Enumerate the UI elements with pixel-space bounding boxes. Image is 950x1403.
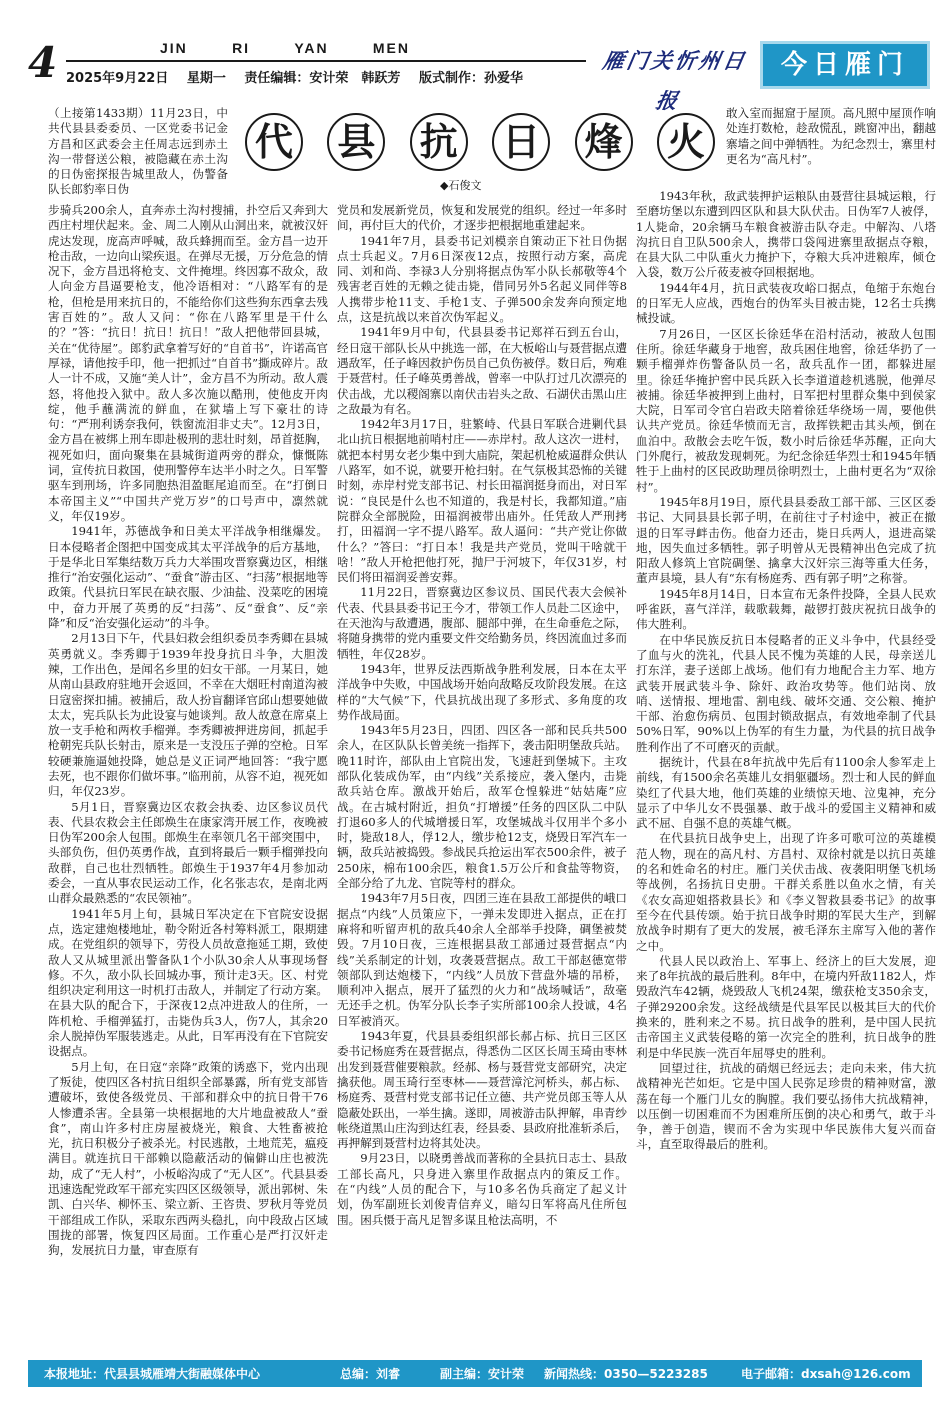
title-char: 火 [657,113,715,171]
paragraph: 11月22日，晋察冀边区参议员、国民代表大会候补代表、代县县委书记王今才，带领工作人员赴二区途中，在天池沟与敌遭遇，腹部、腿部中弹，在生命垂危之际，将随身携带的党内重要文件交给勤务员，终因流血过多而牺牲，年仅28岁。 [337,585,627,661]
header-meta [66,67,537,86]
paragraph: 敢入室而掘窟于屋顶。高凡照中屋顶作响处连打数枪，趁敌慌乱，跳窗冲出，翻越寨墙之间中弹牺牲。为纪念烈士，寨里村更名为“高凡村”。 [726,106,936,166]
title-char: 日 [492,113,550,171]
paragraph: 1941年，苏德战争和日美太平洋战争相继爆发。日本侵略者企图把中国变成其太平洋战争的后方基地，于是华北日军集结数万兵力大举围攻晋察冀边区，相继推行“治安强化运动”、“蚕食”游击区、“扫荡”根据地等政策。代县抗日军民在缺衣服、少油盐、没菜吃的困境中，奋力开展了英勇的反“扫荡”、反“蚕食”、反“亲降”和反“治安强化运动”的斗争。 [48,524,328,631]
footer-deputy-editor: 副主编：安计荣 [440,1367,525,1381]
section-title: 今日雁门 [760,41,930,89]
paragraph: 1944年4月，抗日武装夜攻峪口据点，龟缩于东炮台的日军无人应战，西炮台的伪军头目被击毙，12名士兵携械投诚。 [636,280,936,326]
pinyin-syllable: RI [232,40,251,56]
pinyin-title [160,40,410,56]
footer-hotline: 新闻热线：0350—5223285 [544,1367,708,1381]
paragraph: 1943年7月5日夜，四团三连在县敌工部提供的峨口据点“内线”人员策应下，一弹未发即进入据点，正在打麻将和听留声机的敌兵40余人全部举手投降，碉堡被焚毁。7月10日夜，三连根据县敌工部通过聂营据点“内线”关系制定的计划，攻袭聂营据点。敌工干部赵德宽带领部队到达炮楼下，“内线”人员放下营盘外墙的吊桥，顺利冲入据点，展开了猛烈的火力和“战场喊话”，敌毫无还手之机。伪军分队长李子实所部100余人投诚，4名日军被消灭。 [337,891,627,1028]
paragraph: 步骑兵200余人，直奔赤土沟村搜捕，扑空后又奔到大西庄村埋伏起来。金、周二人刚从山洞出来，就被汉奸虎达发现，庞高声呼喊，敌兵蜂拥而至。金方昌一边开枪击敌，一边向山梁疾退。在弹尽无援，万分危急的情况下，金方昌迅将枪支、文件掩埋。终因寡不敌众，敌人向金方昌逼要枪支，他冷语相对：“八路军有的是枪，但枪是用来抗日的，不能给你们这些狗东西拿去残害百姓的”。敌人又问：“你在八路军里是干什么的？”答：“抗日！抗日！抗日！”敌人把他带回县城，关在“优待屋”。郎豹武拿着写好的“自首书”，许诺高官厚禄，请他按手印，他一把抓过“自首书”撕成碎片。敌人一计不成，又施“美人计”，金方昌不为所动。敌人震怒，将他投入狱中。敌人多次施以酷刑，使他皮开肉绽，他手蘸满流的鲜血，在狱墙上写下豪壮的诗句：“严刑利诱奈我何，铁窗流泪非丈夫”。12月3日，金方昌在被绑上刑车即赴极刑的悲壮时刻，昂首挺胸，视死如归，面向聚集在县城街道两旁的群众，慷慨陈词，宣传抗日救国，使刑警停车达半小时之久。日军警驱车到刑场，许多同胞热泪盈眶尾追而至。在“打倒日本帝国主义”“中国共产党万岁”的口号声中，凛然就义，年仅19岁。 [48,203,328,523]
paragraph: 1941年5月上旬，县城日军决定在下官院安设据点，选定建炮楼地址，勒令附近各村筹料派工，限期建成。在党组织的领导下，劳役人员故意拖延工期，致使敌人又从城里派出警备队1个小队30余人从事现场督修。不久，敌小队长回城办事，预计走3天。区、村党组织决定利用这一时机打击敌人，并制定了行动方案。在县大队的配合下，于深夜12点冲进敌人的住所，一阵机枪、手榴弹猛打，击毙伪兵3人，伤7人，其余20余人脱掉伪军服装逃走。从此，日军再没有在下官院安设据点。 [48,906,328,1059]
paragraph: 5月上旬，在日寇“亲降”政策的诱惑下，党内出现了叛徒，使四区各村抗日组织全部暴露，所有党支部皆遭破坏，致使各级党员、干部和群众中的抗日骨干76人惨遭杀害。全县第一块根据地的大片地盘被敌人“蚕食”，南山许多村庄房屋被烧光，粮食、大牲畜被抢光，抗日积极分子被杀光。村民逃散，土地荒芜，瘟疫满目。就连抗日干部赖以隐蔽活动的偏僻山庄也被洗劫，成了“无人村”，小板峪沟成了“无人区”。代县县委迅速选配党政军干部充实四区区级领导，派出郭树、朱凯、白兴华、柳怀玉、梁立新、王咨贵、罗秋月等党员干部组成工作队，采取东西两头稳扎，向中段敌占区域围拢的部署，恢复四区局面。工作重心是严打汉奸走狗，发展抗日力量，审查原有 [48,1059,328,1258]
paragraph: 在代县抗日战争史上，出现了许多可歌可泣的英雄模范人物，现在的高凡村、方昌村、双徐村就是以抗日英雄的名和姓命名的村庄。雁门关伏击战、夜袭阳明堡飞机场等战例，名扬抗日史册。干群关系胜以鱼水之情，有关《农女高迎姐搭救县长》和《李义智救县委书记》的故事至今在代县传颂。始于抗日战争时期的军民大生产，到解放战争时期有了更大的发展，被毛泽东主席写入他的著作之中。 [636,831,936,953]
paragraph: 1945年8月19日，原代县县委敌工部干部、三区区委书记、大同县县长郭子明，在前往寸子村途中，被正在撤退的日军寻衅击伤。他奋力还击，毙日兵两人，退进高粱地，因失血过多牺牲。郭子明曾从无畏精神出色完成了抗阳敌人修筑上官院碉堡、擒拿大汉奸宗三海等重大任务，董声县境，县人有“东有杨庭秀、西有郭子明”之称誉。 [636,494,936,586]
page-number: 4 [28,38,58,87]
column-1 [48,203,328,1353]
paragraph: 1943年秋，敌武装押护运粮队由聂营往县城运粮，行至磨坊堡以东遭到四区队和县大队伏击。日伪军7人被俘，1人毙命，20余辆马车粮食被游击队夺走。中解沟、八塔沟抗日自卫队500余人，携带口袋闯进寨里敌据点夺粮，在县大队二中队重火力掩护下，夺粮大兵冲进粮库，倾仓入袋，数万公斤莜麦被夺回根据地。 [636,189,936,280]
paragraph: 1941年9月中旬，代县县委书记郑祥石到五台山，经日寇干部队长从中挑选一部，在大板峪山与聂营据点遭遇敌军，任子峰因救护伤员自己负伤被俘。数日后，殉难于聂营村。任子峰英勇善战，曾率一中队打过几次漂亮的伏击战，尤以稷阁寨以南伏击岩头之敌、石湖伏击黑山庄之敌最为有名。 [337,325,627,416]
author-byline: ◆石俊文 [440,179,482,192]
paper-name-logo: 雁门关忻州日报 [600,48,750,113]
column-3 [636,189,936,1353]
issue-weekday: 星期一 [186,71,226,86]
title-char: 烽 [575,113,633,171]
title-char: 县 [327,113,385,171]
paragraph: 2月13日下午，代县妇救会组织委员李秀卿在县城英勇就义。李秀卿于1939年投身抗日斗争，大胆泼辣，工作出色，是闻名乡里的妇女干部。一月某日，她从南山县政府驻地开会返回，不幸在大烟旺村南道沟被日寇密探扣捕。被捕后，敌人扮盲翻译官邱山想要她做太太，宪兵队长为此设宴与她谈判。敌人故意在席桌上放一支手枪和两枚手榴弹。李秀卿被押进房间，抓起手枪朝宪兵队长射击，原来是一支没压子弹的空枪。日军较硬兼施逼她投降，她总是义正词严地回答：“我宁愿去死，也不跟你们做坏事。”临刑前，从容不迫，视死如归，年仅23岁。 [48,631,328,799]
paragraph: 据统计，代县在8年抗战中先后有1100余人参军走上前线，有1500余名英雄儿女捐躯疆场。烈士和人民的鲜血染红了代县大地，他们英雄的业绩惊天地、泣鬼神，充分显示了中华儿女不畏强暴、敢于战斗的爱国主义精神和威武不屈、自强不息的英雄气概。 [636,754,936,831]
layout-credit: 版式制作：孙爱华 [418,71,523,86]
paragraph: 党员和发展新党员，恢复和发展党的组织。经过一年多时间，再付巨大的代价，才逐步把根据地重建起来。 [337,203,627,233]
paragraph: 1945年8月14日，日本宣布无条件投降，全县人民欢呼雀跃，喜气洋洋，载歌载舞，敲锣打鼓庆祝抗日战争的伟大胜利。 [636,586,936,632]
paragraph: 1943年5月23日，四团、四区各一部和民兵共500余人，在区队队长曾美统一指挥下，袭击阳明堡敌兵站。晚11时许，部队由上官院出发，飞速赶到堡城下。主攻部队化装成伪军，由“内线”关系接应，袭入堡内，击毙敌兵站仓库。激战开始后，敌军仓惶躲进“姑姑庵”应战。在古城村附近，担负“打增援”任务的四区队二中队打退60多人的代城增援日军，攻堡城战斗仅用半个多小时，毙敌18人，俘12人，缴步枪12支，烧毁日军汽车一辆，敌兵站被捣毁。参战民兵抢运出军衣500余件，被子250床，棉布100余匹，粮食1.5万公斤和食盐等物资，全部分给了九龙、官院等村的群众。 [337,723,627,891]
footer-email: 电子邮箱：dxsah@126.com [741,1367,911,1381]
pinyin-syllable: YAN [294,40,329,56]
column-2 [337,203,627,1353]
paragraph: 在中华民族反抗日本侵略者的正义斗争中，代县经受了血与火的洗礼，代县人民不愧为英雄的人民，母亲送儿打东洋，妻子送郎上战场。他们有力地配合主力军、地方武装开展武装斗争、除奸、政治攻势等。他们站岗、放哨、送情报、埋地雷、割电线、破坏交通、交公粮、掩护干部、治愈伤病员、包围封锁敌据点，有效地牵制了代县50%日军，90%以上伪军的有生力量，为代县的抗日战争胜利作出了不可磨灭的贡献。 [636,632,936,754]
paragraph: 代县人民以政治上、军事上、经济上的巨大发展，迎来了8年抗战的最后胜利。8年中，在境内歼敌1182人，炸毁敌汽车42辆，烧毁敌人飞机24架，缴获枪支350余支，子弹29200余发。这经战绩是代县军民以极其巨大的代价换来的，胜利来之不易。抗日战争的胜利，是中国人民抗击帝国主义武装侵略的第一次完全的胜利，抗日战争的胜利是中华民族一洗百年屈辱史的胜利。 [636,953,936,1060]
paragraph: 9月23日，以晓勇善战而著称的全县抗日志士、县敌工部长高凡，只身进入寨里作敌据点内的策反工作。在“内线”人员的配合下，与10多名伪兵商定了起义计划，伪军副班长刘俊青信弃义，暗勾日军将高凡住所包围。困兵慑于高凡足智多谋且枪法高明，不 [337,1151,627,1227]
paragraph: 5月1日，晋察冀边区农救会执委、边区参议员代表、代县农救会主任郎焕生在康家湾开展工作，夜晚被日伪军200余人包围。郎焕生在率领几名干部突围中，头部负伤，但仍英勇作战，直到将最后一颗手榴弹投向敌群，自己也壮烈牺牲。郎焕生于1937年4月参加动委会，一直从事农民运动工作，化名张志农，是南北两山群众最熟悉的“农民领袖”。 [48,799,328,906]
paragraph: 1941年7月，县委书记刘模亲自策动正下社日伪据点士兵起义。7月6日深夜12点，按照行动方案，高虎同、刘和尚、李禄3人分别将据点伪军小队长郝敬等4个残害老百姓的无赖之徒击毙，借同另外5名起义同伴等8人携带步枪11支、手枪1支、子弹500余发奔向预定地点，这是抗战以来首次伪军起义。 [337,233,627,325]
footer-chief-editor: 总编：刘睿 [340,1367,401,1381]
paragraph: 1942年3月17日，驻繁峙、代县日军联合进剿代县北山抗日根据地前哨村庄——赤岸村。敌人这次一进村，就把本村男女老少集中到大庙院，架起机枪威逼群众供认八路军，如不说，就要开枪扫射。在气氛极其恐怖的关键时刻，赤岸村党支部书记、村长田福润挺身而出，对日军说：“良民是什么也不知道的，我是村长，我都知道。”庙院群众全部脱险，田福润被带出庙外。任凭敌人严刑拷打，田福润一字不提八路军。敌人逼问：“共产党让你做什么？”答曰：“打日本！我是共产党员，党叫干啥就干啥！”敌人开枪把他打死，抛尸于河坡下，年仅31岁，村民们将田福润妥善安葬。 [337,417,627,585]
issue-date: 2025年9月22日 [66,71,169,86]
pinyin-syllable: JIN [160,40,188,56]
title-char: 抗 [410,113,468,171]
paragraph: 1943年，世界反法西斯战争胜利发展，日本在太平洋战争中失败，中国战场开始向敌略反攻阶段发展。在这样的“大气候”下，代县抗战出现了多形式、多角度的攻势作战局面。 [337,661,627,722]
column-3-top [726,106,936,201]
title-char: 代 [245,113,303,171]
footer-bar [28,1360,922,1387]
paragraph: 7月26日，一区区长徐廷华在沿村活动，被敌人包围住所。徐廷华藏身于地窖，敌兵困住地窖，徐廷华扔了一颗手榴弹炸伤警备队员一名，敌兵乱作一团，都躲进屋里。徐廷华掩护窖中民兵跃入长李道道趁机逃脱，他弹尽被捕。徐廷华被押到上曲村，日军把村里群众集中到侯家大院，日军司令官白岩政夫陪着徐廷华绕场一周，要他供认共产党员。徐廷华愤而无言，敌挥铁耙击其头颅，倒在血泊中。敌散会去吃午饭，数小时后徐廷华苏醒，正向大门外爬行，被敌发现刺死。为纪念徐廷华烈士和1945年牺牲于上曲村的区民政助理员徐明烈士，上曲村更名为“双徐村”。 [636,326,936,494]
header-divider [66,60,586,62]
article-title [245,113,715,171]
paragraph: （上接第1433期）11月23日，中共代县县委委员、一区党委书记金方昌和区武委会主任周志远到赤土沟一带督送公粮，被隐藏在赤土沟的日伪密探报告城里敌人，伪警备队长郎豹率日伪 [48,106,228,197]
column-1-top [48,106,228,201]
paragraph: 回望过往，抗战的硝烟已经远去；走向未来，伟大抗战精神光芒如炬。它是中国人民弥足珍贵的精神财富，激荡在每一个雁门儿女的胸膛。我们要弘扬伟大抗战精神，以压倒一切困难而不为困难所压倒的决心和勇气，敢于斗争，善于创造，锲而不舍为实现中华民族伟大复兴而奋斗，直至取得最后的胜利。 [636,1060,936,1152]
responsible-editors: 责任编辑：安计荣 韩跃芳 [244,71,401,86]
pinyin-syllable: MEN [372,40,410,56]
paragraph: 1943年夏，代县县委组织部长郝占标、抗日三区区委书记杨庭秀在聂营据点，得悉伪二区区长周玉琦由枣林出发到聂营催要粮款。经郝、杨与聂营党支部研究，决定擒获他。周玉琦行至枣林——聂营漳沱河桥头，郝占标、杨庭秀、聂营村党支部书记任立德、共产党员郎玉等人从隐蔽处跃出，一举生擒。遂即，周被游击队押解，串青纱帐绕道黑山庄沟到达红表，经县委、县政府批准斩杀后，再押解到聂营村边将其处决。 [337,1029,627,1151]
footer-address: 本报地址：代县县城雁靖大街融媒体中心 [44,1367,261,1381]
